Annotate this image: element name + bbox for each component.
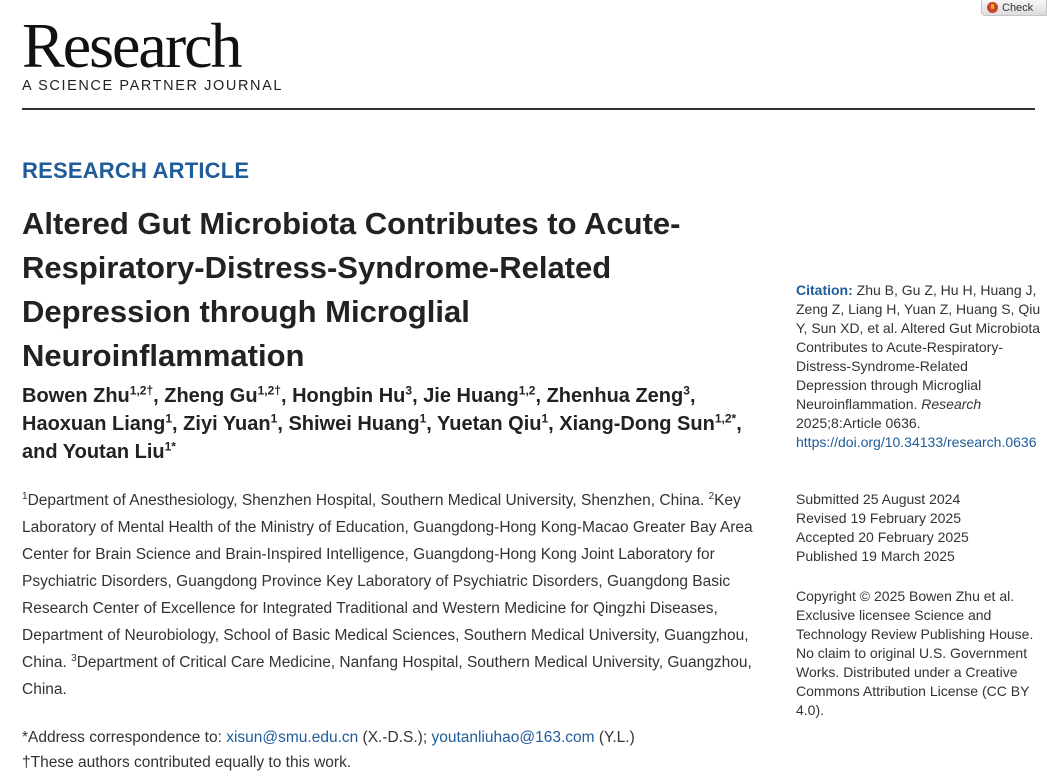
author-affiliation-marker: 1,2 [518, 383, 536, 398]
author-affiliation-marker: 1 [270, 411, 278, 426]
author-name: Hongbin Hu [292, 385, 406, 407]
author-name: Jie Huang [423, 385, 519, 407]
author-affiliation-marker: 1 [419, 411, 427, 426]
author-name: Yuetan Qiu [437, 413, 542, 435]
header-divider [22, 108, 1035, 110]
affiliation-text: Department of Critical Care Medicine, Nanfang Hospital, Southern Medical University, Guangzhou, China. [22, 654, 752, 698]
author-separator: , and [22, 413, 742, 463]
author-separator: , [172, 413, 184, 435]
author-name: Zhenhua Zeng [546, 385, 684, 407]
author-separator: , [277, 413, 289, 435]
citation-label: Citation: [796, 282, 853, 298]
affiliation-number: 2 [708, 490, 715, 502]
affiliation-number: 1 [22, 490, 28, 502]
author-separator: , [689, 385, 696, 407]
publication-date: Accepted 20 February 2025 [796, 529, 969, 545]
author-name: Youtan Liu [62, 441, 165, 463]
author-affiliation-marker: 1,2† [257, 383, 281, 398]
author-separator: , [426, 413, 438, 435]
affiliation-number: 3 [71, 652, 77, 664]
check-button-label: Check [1002, 1, 1034, 14]
author-list [22, 382, 762, 466]
publication-dates [796, 490, 1041, 566]
doi-link[interactable]: https://doi.org/10.34133/research.0636 [796, 434, 1037, 450]
author-separator: , [280, 385, 293, 407]
author-name: Shiwei Huang [288, 413, 420, 435]
email-link-liu[interactable]: youtanliuhao@163.com [431, 729, 595, 746]
author-name: Haoxuan Liang [22, 413, 166, 435]
author-separator: , [412, 385, 424, 407]
bookmark-icon [987, 2, 998, 13]
equal-contribution-note: †These authors contributed equally to this work. [22, 754, 352, 771]
author-affiliation-marker: 1* [164, 439, 176, 454]
author-affiliation-marker: 3 [405, 383, 413, 398]
correspondence-prefix: *Address correspondence to: [22, 729, 227, 746]
author-affiliation-marker: 1 [541, 411, 549, 426]
correspondence-initials-2: (Y.L.) [594, 729, 635, 746]
journal-tagline: A SCIENCE PARTNER JOURNAL [22, 78, 284, 94]
publication-date: Published 19 March 2025 [796, 548, 955, 564]
author-name: Xiang-Dong Sun [559, 413, 715, 435]
publication-date: Revised 19 February 2025 [796, 510, 961, 526]
author-affiliation-marker: 1 [165, 411, 173, 426]
citation-text: Zhu B, Gu Z, Hu H, Huang J, Zeng Z, Liang H, Yuan Z, Huang S, Qiu Y, Sun XD, et al. Altered Gut Microbiota Contributes to Acute-Respiratory-Distress-Syndrome-Related Depression through Microglial Neuroinflammation. [796, 282, 1041, 412]
affiliation-text: Key Laboratory of Mental Health of the Ministry of Education, Guangdong-Hong Kong-Macao Greater Bay Area Center for Brain Science and Brain-Inspired Intelligence, Guangdong-Hong Kong Joint Laboratory for Psychiatric Disorders, Guangdong Province Key Laboratory of Psychiatric Disorders, Guangdong Basic Research Center of Excellence for Integrated Traditional and Western Medicine for Qingzhi Diseases, Department of Neurobiology, School of Basic Medical Sciences, Southern Medical University, Guangzhou, China. [22, 492, 753, 671]
correspondence-initials-1: (X.-D.S.); [358, 729, 432, 746]
author-name: Zheng Gu [164, 385, 258, 407]
publication-date: Submitted 25 August 2024 [796, 491, 961, 507]
article-type: RESEARCH ARTICLE [22, 158, 250, 183]
journal-logo [22, 12, 283, 94]
author-affiliation-marker: 3 [683, 383, 690, 398]
citation-details: 2025;8:Article 0636. [796, 415, 921, 431]
journal-name: Research [22, 10, 241, 81]
author-separator: , [548, 413, 560, 435]
copyright-notice: Copyright © 2025 Bowen Zhu et al. Exclusive licensee Science and Technology Review Publishing House. No claim to original U.S. Government Works. Distributed under a Creative Commons Attribution License (CC BY 4.0). [796, 588, 1034, 718]
email-link-sun[interactable]: xisun@smu.edu.cn [226, 729, 359, 746]
author-name: Bowen Zhu [22, 385, 130, 407]
affiliations [22, 487, 762, 703]
check-for-updates-button[interactable] [981, 0, 1047, 16]
author-affiliation-marker: 1,2† [129, 383, 154, 398]
correspondence-line [22, 725, 762, 750]
affiliation-text: Department of Anesthesiology, Shenzhen Hospital, Southern Medical University, Shenzhen, China. [27, 492, 709, 509]
correspondence [22, 725, 762, 775]
author-name: Ziyi Yuan [183, 413, 271, 435]
author-separator: , [153, 385, 165, 407]
article-title: Altered Gut Microbiota Contributes to Acute-Respiratory-Distress-Syndrome-Related Depression through Microglial Neuroinflammation [22, 206, 681, 373]
author-separator: , [535, 385, 547, 407]
author-affiliation-marker: 1,2* [714, 411, 737, 426]
citation-journal: Research [921, 396, 982, 412]
citation-block [796, 281, 1041, 452]
